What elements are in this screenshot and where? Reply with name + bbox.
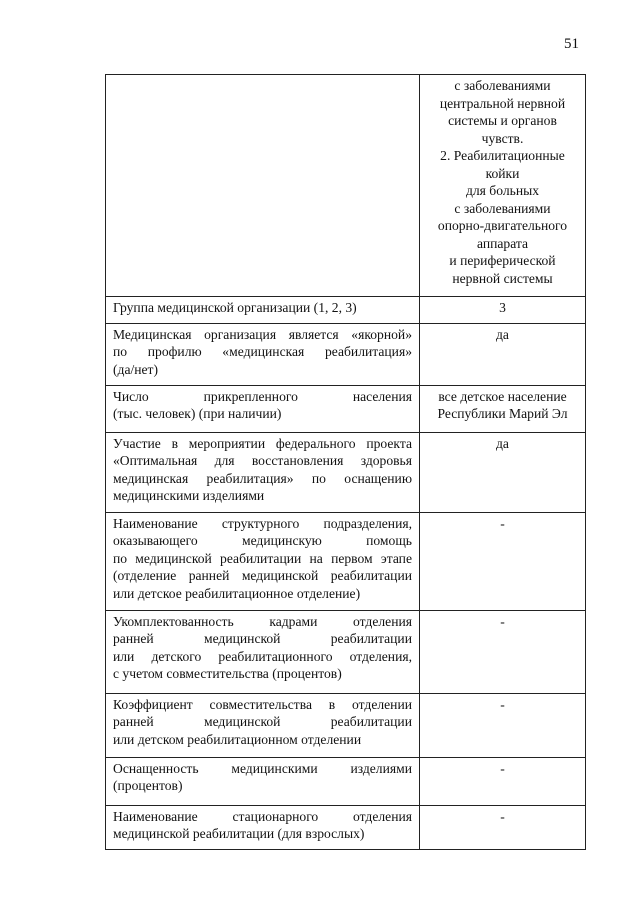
value-line: - [500,696,505,712]
label-line: или детского реабилитационного отделения, [113,648,412,664]
row-value [420,385,586,432]
value-line: - [500,808,505,824]
value-line: да [496,435,509,451]
row-value [420,805,586,849]
cell-line: для больных [465,183,540,198]
row-value [420,757,586,805]
cell-line: системы и органов [448,113,557,128]
label-line: (процентов) [113,778,183,793]
value-line: - [500,515,505,531]
label-line: Укомплектованность кадрами отделения [113,613,412,629]
table-row [106,75,586,297]
table-row [106,432,586,512]
label-line: «Оптимальная для восстановления здоровья [113,453,412,468]
label-line: медицинская реабилитация» по оснащению [113,470,412,486]
cell-line: нервной системы [452,270,553,286]
value-line: да [496,326,509,342]
label-line: (тыс. человек) (при наличии) [113,406,282,421]
label-line: оказывающего медицинскую помощь [113,533,412,548]
row-label [106,323,420,385]
table-row [106,385,586,432]
label-line: (да/нет) [113,361,159,377]
cell-line: койки [485,165,520,181]
label-line: Оснащенность медицинскими изделиями [113,760,412,776]
top-right-cell [420,75,586,297]
cell-line: и периферической [449,253,556,268]
table-row [106,757,586,805]
label-line: Группа медицинской организации (1, 2, 3) [113,300,357,315]
cell-line: центральной нервной [439,95,566,111]
table-row [106,610,586,693]
row-value [420,693,586,757]
label-line: ранней медицинской реабилитации [113,714,412,729]
table-row [106,323,586,385]
row-label [106,805,420,849]
table-row [106,693,586,757]
value-line: - [500,760,505,776]
row-label [106,297,420,324]
table-row [106,512,586,610]
label-line: Медицинская организация является «якорной» [113,326,412,342]
page-number: 51 [564,36,579,52]
cell-line: чувств. [481,130,524,146]
label-line: медицинской реабилитации (для взрослых) [113,826,365,841]
value-line: - [500,613,505,629]
row-label [106,693,420,757]
label-line: по медицинской реабилитации на первом этапе [113,550,412,566]
empty-label-cell [106,75,420,297]
label-line: Коэффициент совместительства в отделении [113,696,412,712]
row-value [420,610,586,693]
rehabilitation-table [105,74,586,850]
label-line: с учетом совместительства (процентов) [113,666,342,681]
label-line: Наименование стационарного отделения [113,808,412,824]
label-line: или детском реабилитационном отделении [113,731,362,747]
row-value [420,323,586,385]
row-label [106,610,420,693]
table-row [106,297,586,324]
row-value [420,297,586,324]
cell-line: аппарата [476,235,529,251]
label-line: по профилю «медицинская реабилитация» [113,344,412,359]
row-label [106,512,420,610]
label-line: ранней медицинской реабилитации [113,631,412,646]
row-label [106,385,420,432]
value-line: 3 [499,300,506,315]
row-label [106,757,420,805]
label-line: или детское реабилитационное отделение) [113,585,361,601]
value-line: все детское население [438,388,567,404]
label-line: Наименование структурного подразделения, [113,515,412,531]
row-value [420,432,586,512]
cell-line: опорно-двигательного [437,218,568,233]
cell-line: 2. Реабилитационные [440,148,565,163]
label-line: (отделение ранней медицинской реабилитации [113,568,412,583]
label-line: медицинскими изделиями [113,488,265,503]
cell-line: с заболеваниями [454,78,551,93]
row-value [420,512,586,610]
table-row [106,805,586,849]
row-label [106,432,420,512]
value-line: Республики Марий Эл [437,406,568,421]
cell-line: с заболеваниями [454,200,551,216]
label-line: Число прикрепленного населения [113,388,412,404]
label-line: Участие в мероприятии федерального проекта [113,435,412,451]
